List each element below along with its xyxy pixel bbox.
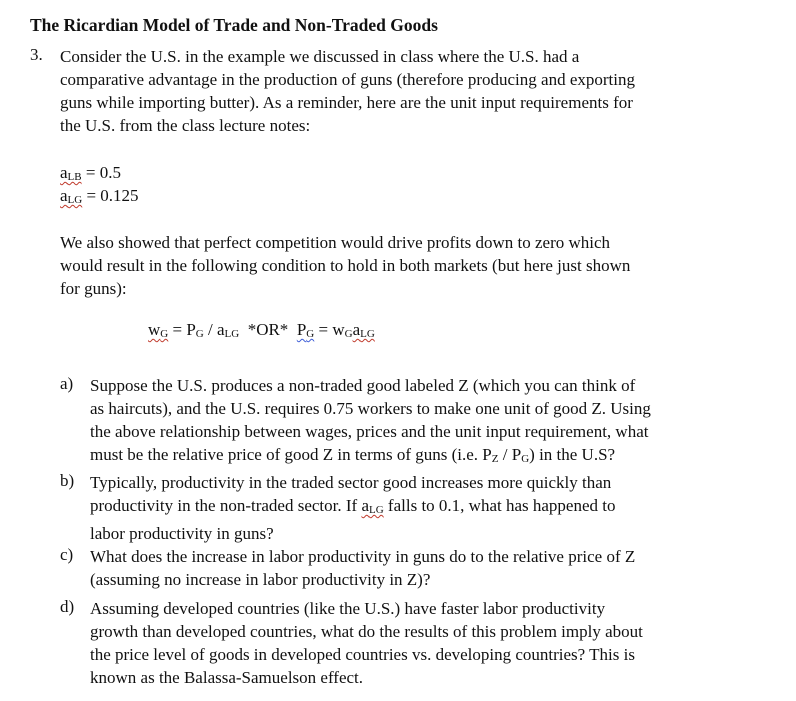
part-c-label: c) [60, 545, 74, 564]
intro-line-2: comparative advantage in the production of guns (therefore producing and exporting [60, 70, 635, 89]
page-title: The Ricardian Model of Trade and Non-Traded Goods [30, 15, 438, 35]
part-d-label: d) [60, 597, 75, 616]
part-d-text: Assuming developed countries (like the U.S.) have faster labor productivity growth than developed countries, what do the results of this problem imply about the price level of goods in developed countries vs. developing countries? This is known as the Balassa-Samuelson effect. [90, 599, 643, 687]
part-b-label: b) [60, 471, 75, 490]
intro-line-3: guns while importing butter). As a reminder, here are the unit input requirements for [60, 93, 633, 112]
alb-value: = 0.5 [85, 163, 121, 182]
competition-line-3: for guns): [60, 279, 127, 298]
requirement-alb [60, 163, 121, 183]
requirement-alg [60, 186, 139, 206]
competition-line-2: would result in the following condition to hold in both markets (but here just shown [60, 256, 631, 275]
part-a-text: Suppose the U.S. produces a non-traded good labeled Z (which you can think of as haircuts), and the U.S. requires 0.75 workers to make one unit of good Z. Using the above relationship between wages, prices and the unit input requirement, what must be the relative price of good Z in terms of guns (i.e. PZ / PG) in the U.S? [90, 376, 651, 465]
part-b-text: Typically, productivity in the traded sector good increases more quickly than productivity in the non-traded sector. If aLG falls to 0.1, what has happened to labor productivity in guns? [90, 473, 616, 543]
alg-value: = 0.125 [86, 186, 139, 205]
competition-paragraph [60, 231, 630, 300]
question-number: 3. [30, 45, 43, 64]
alg-symbol: aLG [60, 186, 83, 206]
part-c-text: What does the increase in labor productivity in guns do to the relative price of Z (assuming no increase in labor productivity in Z)? [90, 547, 636, 589]
competition-line-1: We also showed that perfect competition would drive profits down to zero which [60, 233, 611, 252]
intro-line-4: the U.S. from the class lecture notes: [60, 116, 311, 135]
zero-profit-formula: wG = PG / aLG *OR* PG = wGaLG [148, 320, 375, 340]
question-intro [60, 45, 635, 137]
alb-symbol: aLB [60, 163, 82, 183]
intro-line-1: Consider the U.S. in the example we discussed in class where the U.S. had a [60, 47, 580, 66]
part-a-label: a) [60, 374, 74, 393]
